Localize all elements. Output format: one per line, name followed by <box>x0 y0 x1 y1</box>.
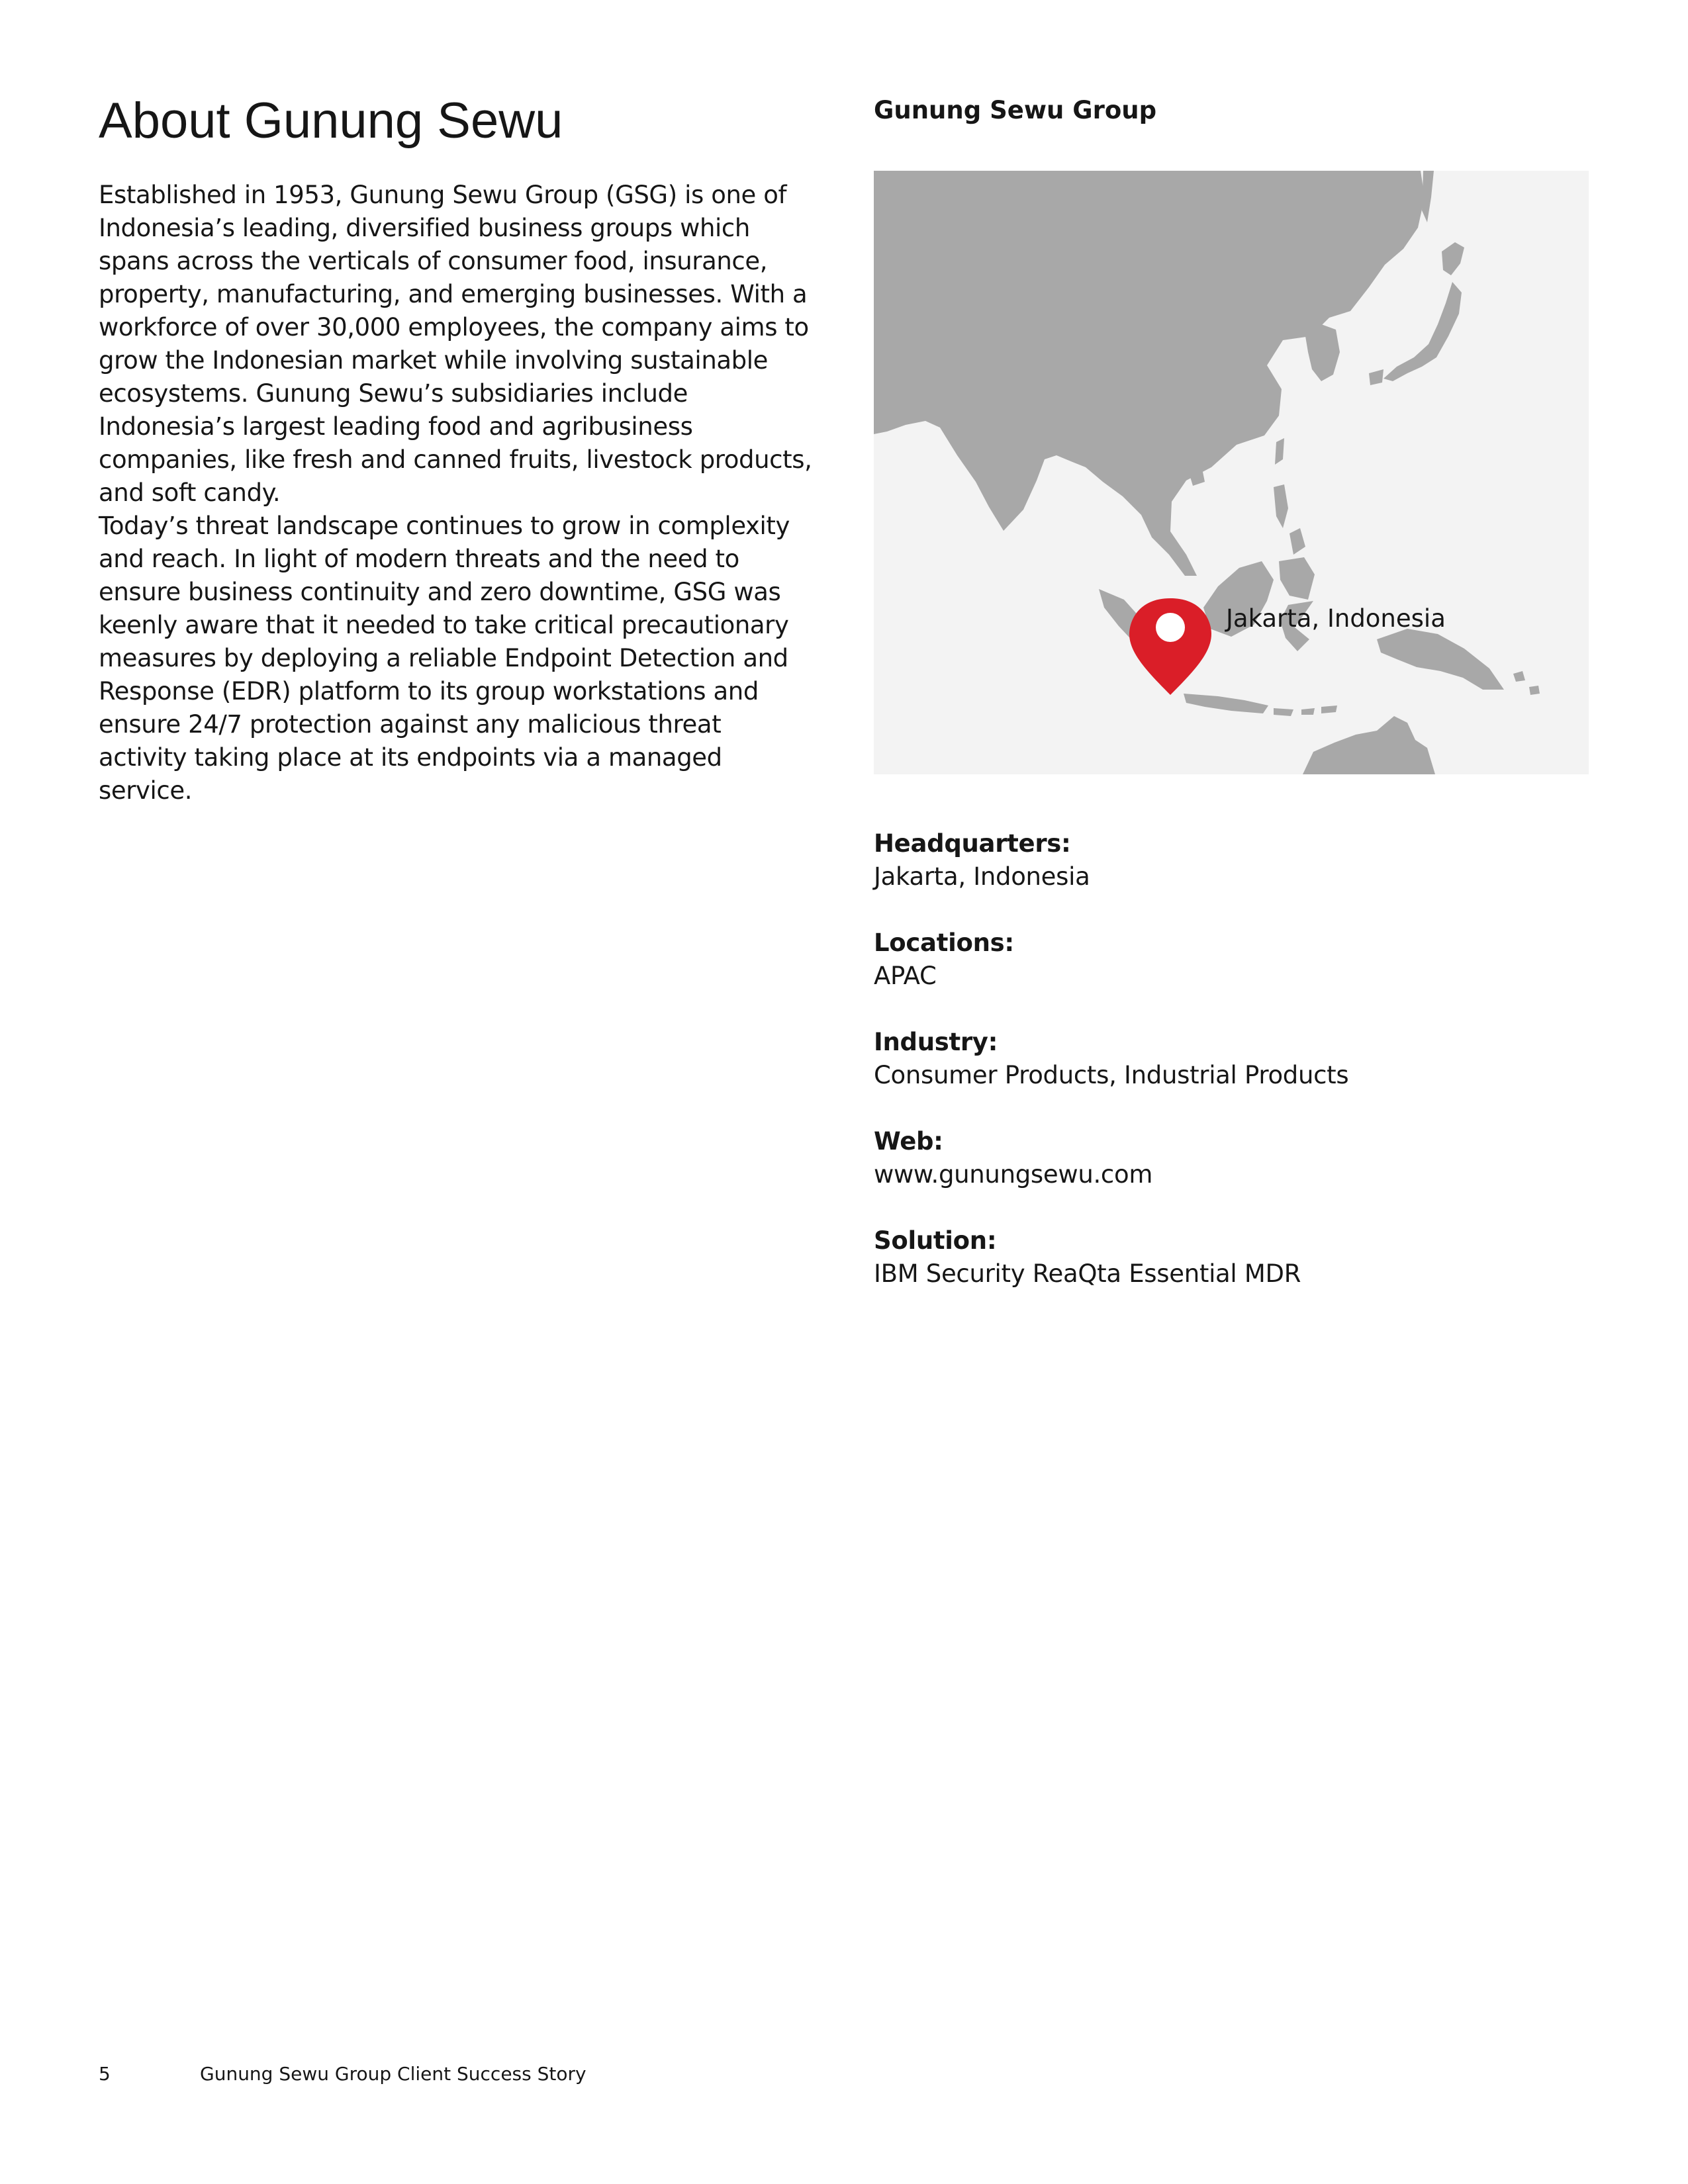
fact-headquarters <box>874 827 1090 893</box>
fact-value: www.gunungsewu.com <box>874 1160 1153 1189</box>
philippines-islands <box>1274 484 1315 600</box>
sakhalin-island <box>1422 171 1434 222</box>
new-guinea-island <box>1377 629 1504 690</box>
korean-peninsula <box>1305 324 1340 381</box>
pacific-small-islands <box>1513 671 1540 695</box>
australia-mainland <box>1303 716 1435 774</box>
fact-value: APAC <box>874 962 937 990</box>
fact-value: IBM Security ReaQta Essential MDR <box>874 1259 1301 1288</box>
mainland-asia <box>874 171 1425 576</box>
fact-value: Jakarta, Indonesia <box>874 862 1090 891</box>
fact-label: Solution: <box>874 1226 997 1255</box>
fact-web <box>874 1125 1152 1191</box>
map-pin-icon <box>1129 598 1211 695</box>
fact-label: Locations: <box>874 929 1014 957</box>
lesser-sunda-islands <box>1274 705 1337 716</box>
fact-label: Headquarters: <box>874 829 1071 858</box>
footer-title: Gunung Sewu Group Client Success Story <box>200 2063 586 2085</box>
threat-paragraph: Today’s threat landscape continues to grow in complexity and reach. In light of modern threats and the need to ensure business continuity and zero downtime, GSG was keenly aware that it needed to take critical precautionary measures by deploying a reliable Endpoint Detection and Response (EDR) platform to its group workstations and ensure 24/7 protection against any malicious threat activity taking place at its endpoints via a managed service. <box>99 512 790 805</box>
fact-label: Industry: <box>874 1028 998 1056</box>
asia-map-graphic <box>874 171 1589 774</box>
java-island <box>1184 694 1268 713</box>
page-title: About Gunung Sewu <box>99 93 563 149</box>
fact-solution <box>874 1224 1301 1291</box>
map-title: Gunung Sewu Group <box>874 96 1157 124</box>
taiwan-island <box>1275 438 1284 465</box>
location-map <box>874 171 1589 774</box>
fact-label: Web: <box>874 1127 943 1156</box>
intro-paragraph: Established in 1953, Gunung Sewu Group (GSG) is one of Indonesia’s leading, diversified business groups which spans across the verticals of consumer food, insurance, property, manufacturing, and emerging businesses. With a workforce of over 30,000 employees, the company aims to grow the Indonesian market while involving sustainable ecosystems. Gunung Sewu’s subsidiaries include Indonesia’s largest leading food and agribusiness companies, like fresh and canned fruits, livestock products, and soft candy. <box>99 181 812 507</box>
land-masses <box>874 171 1540 774</box>
footer-page-number: 5 <box>99 2063 111 2085</box>
map-pin-label: Jakarta, Indonesia <box>1226 604 1446 633</box>
fact-value: Consumer Products, Industrial Products <box>874 1061 1349 1089</box>
fact-industry <box>874 1026 1348 1092</box>
fact-locations <box>874 927 1014 993</box>
